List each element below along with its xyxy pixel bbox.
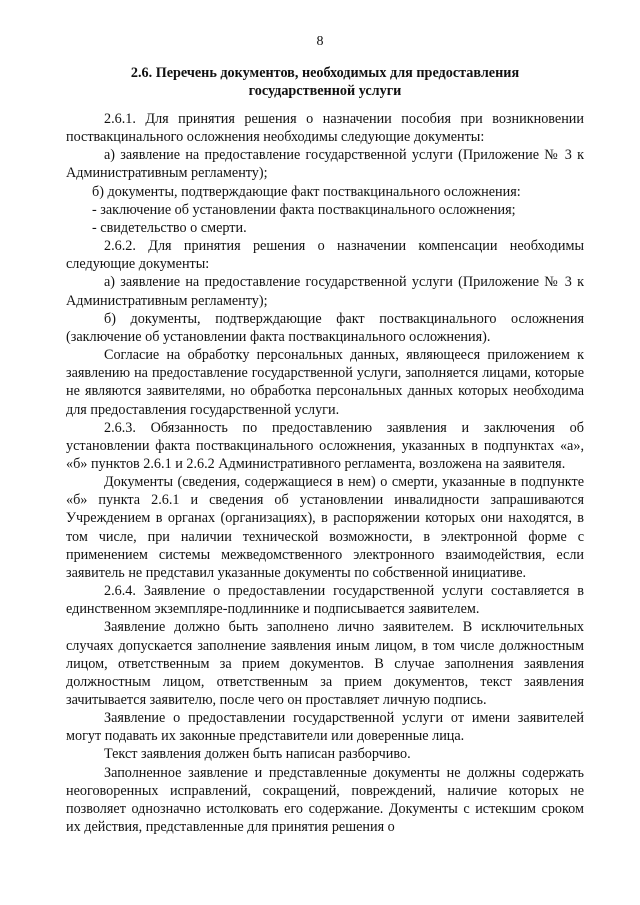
paragraph-representatives: Заявление о предоставлении государственной услуги от имени заявителей могут подавать их законные представители или доверенные лица.: [66, 710, 584, 745]
paragraph-2-6-2: 2.6.2. Для принятия решения о назначении компенсации необходимы следующие документы:: [66, 238, 584, 273]
paragraph-dash-death-certificate: - свидетельство о смерти.: [92, 219, 247, 236]
page-number: 8: [316, 34, 324, 49]
section-heading-line-2: государственной услуги: [248, 83, 402, 99]
paragraph-2-6-3: 2.6.3. Обязанность по предоставлению заявления и заключения об установлении факта поствакцинального осложнения, указанных в подпунктах «а», «б» пунктов 2.6.1 и 2.6.2 Административного регламента, возложена на заявителя.: [66, 419, 584, 472]
paragraph-documents-death: Документы (сведения, содержащиеся в нем) о смерти, указанные в подпункте «б» пункта 2.6.1 и сведения об установлении инвалидности запрашиваются Учреждением в органах (организациях), в распоряжении которых они находятся, в том числе, при наличии технической возможности, в электронной форме с применением системы межведомственного электронного взаимодействия, если заявитель не представил указанные документы по собственной инициативе.: [66, 474, 584, 581]
paragraph-filled-personally: Заявление должно быть заполнено лично заявителем. В исключительных случаях допускается заполнение заявления иным лицом, в том числе должностным лицом, ответственным за прием документов. В случае заполнения заявления должностным лицом, ответственным за прием документов, текст заявления зачитывается заявителю, после чего он проставляет личную подпись.: [66, 619, 584, 708]
section-heading-line-1: 2.6. Перечень документов, необходимых для предоставления: [130, 65, 520, 81]
section-heading: [70, 64, 580, 100]
paragraph-consent: Согласие на обработку персональных данных, являющееся приложением к заявлению на предоставление государственной услуги, заполняется лицами, которые не являются заявителями, но обработка персональных данных которых необходима для предоставления государственной услуги.: [66, 347, 584, 418]
paragraph-2-6-1: 2.6.1. Для принятия решения о назначении пособия при возникновении поствакцинального осложнения необходимы следующие документы:: [66, 111, 584, 146]
paragraph-item-a-2: а) заявление на предоставление государственной услуги (Приложение № 3 к Административным регламенту);: [66, 274, 584, 309]
document-body: [66, 110, 584, 836]
paragraph-2-6-4: 2.6.4. Заявление о предоставлении государственной услуги составляется в единственном экземпляре-подлиннике и подписывается заявителем.: [66, 583, 584, 618]
paragraph-no-corrections: Заполненное заявление и представленные документы не должны содержать неоговоренных исправлений, сокращений, повреждений, наличие которых не позволяет однозначно истолковать его содержание. Документы с истекшим сроком их действия, представленные для принятия решения о: [66, 764, 584, 836]
paragraph-item-b-2: б) документы, подтверждающие факт поствакцинального осложнения (заключение об установлении факта поствакцинального осложнения).: [66, 310, 584, 345]
paragraph-item-a: а) заявление на предоставление государственной услуги (Приложение № 3 к Административным регламенту);: [66, 147, 584, 182]
paragraph-dash-conclusion: - заключение об установлении факта поствакцинального осложнения;: [92, 201, 516, 218]
paragraph-legible: Текст заявления должен быть написан разборчиво.: [104, 746, 411, 763]
paragraph-item-b: б) документы, подтверждающие факт поствакцинального осложнения:: [92, 183, 521, 200]
